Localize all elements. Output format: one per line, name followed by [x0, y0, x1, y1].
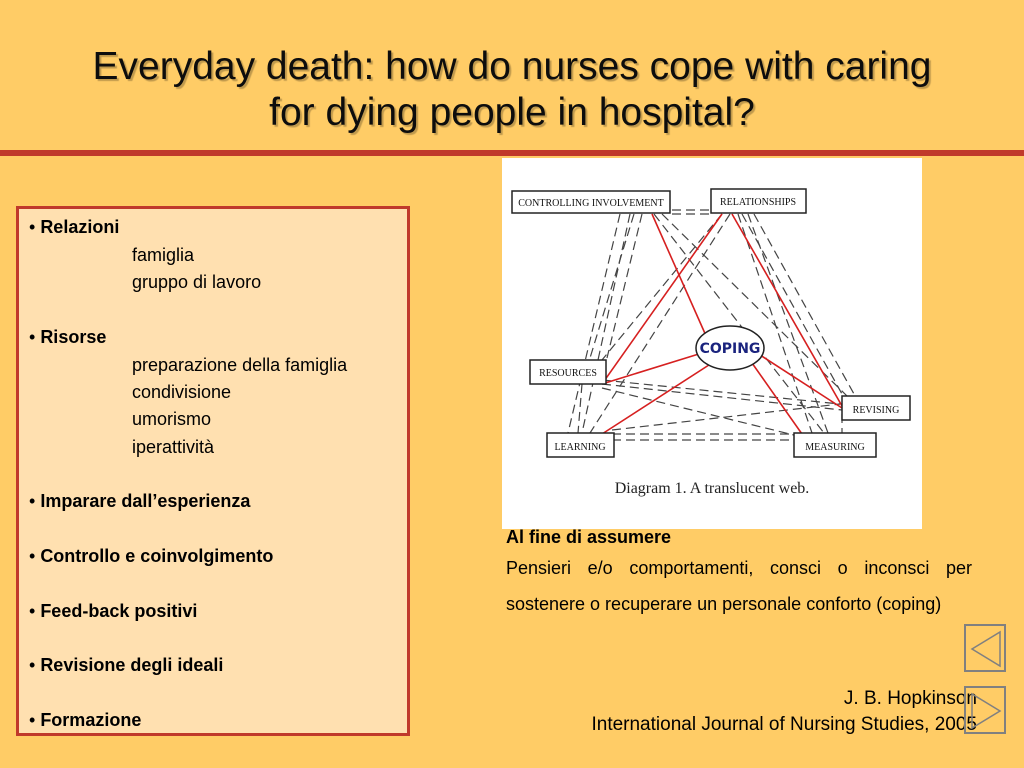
- node-resources: [530, 360, 606, 384]
- node-relationships: [711, 189, 806, 213]
- slide-title: [0, 44, 1024, 136]
- bullet-risorse: • Risorse: [29, 327, 107, 347]
- bullet-relazioni: • Relazioni: [29, 217, 120, 237]
- triangle-right-icon: [970, 692, 1002, 730]
- definition-body: Pensieri e/o comportamenti, consci o inconsci per sostenere o recuperare un personale conforto (coping): [506, 558, 972, 614]
- title-line-2: for dying people in hospital?: [269, 91, 755, 134]
- title-divider: [0, 150, 1024, 156]
- node-label-resources: RESOURCES: [539, 368, 597, 379]
- diagram-caption: Diagram 1. A translucent web.: [614, 480, 810, 497]
- bullet-controllo: • Controllo e coinvolgimento: [29, 546, 274, 566]
- node-revising: [842, 396, 910, 420]
- node-label-revising: REVISING: [852, 405, 900, 416]
- node-measuring: [794, 433, 876, 457]
- sub-item: umorismo: [132, 409, 212, 429]
- node-learning: [547, 433, 614, 457]
- bullet-revisione: • Revisione degli ideali: [29, 655, 224, 675]
- coping-definition: [506, 524, 972, 622]
- next-slide-button[interactable]: [964, 686, 1006, 734]
- diagram-canvas: [502, 158, 922, 529]
- triangle-left-icon: [970, 630, 1002, 668]
- node-label-measuring: MEASURING: [805, 442, 865, 453]
- sub-item: preparazione della famiglia: [132, 355, 348, 375]
- bullet-feedback: • Feed-back positivi: [29, 601, 198, 621]
- translucent-web-diagram: [502, 158, 922, 529]
- sub-item: condivisione: [132, 382, 232, 402]
- definition-heading: Al fine di assumere: [506, 527, 672, 547]
- citation-author: J. B. Hopkinson: [843, 688, 977, 709]
- node-coping: [696, 326, 764, 370]
- node-label-controlling: CONTROLLING INVOLVEMENT: [518, 198, 664, 209]
- title-line-1: Everyday death: how do nurses cope with caring: [92, 45, 932, 88]
- prev-slide-button[interactable]: [964, 624, 1006, 672]
- dashed-edges: [568, 210, 854, 440]
- sub-item: gruppo di lavoro: [132, 272, 262, 292]
- bullet-imparare: • Imparare dall’esperienza: [29, 491, 251, 511]
- sub-item: iperattività: [132, 437, 215, 457]
- node-controlling: [512, 191, 670, 213]
- red-edges: [602, 214, 842, 434]
- citation-journal: International Journal of Nursing Studies, 2005: [591, 714, 977, 735]
- node-label-relationships: RELATIONSHIPS: [719, 197, 797, 208]
- coping-strategies-box: [16, 206, 410, 736]
- node-label-learning: LEARNING: [554, 442, 606, 453]
- sub-item: famiglia: [132, 245, 195, 265]
- node-label-coping: COPING: [699, 341, 761, 357]
- bullet-formazione: • Formazione: [29, 710, 142, 730]
- citation: [591, 686, 977, 738]
